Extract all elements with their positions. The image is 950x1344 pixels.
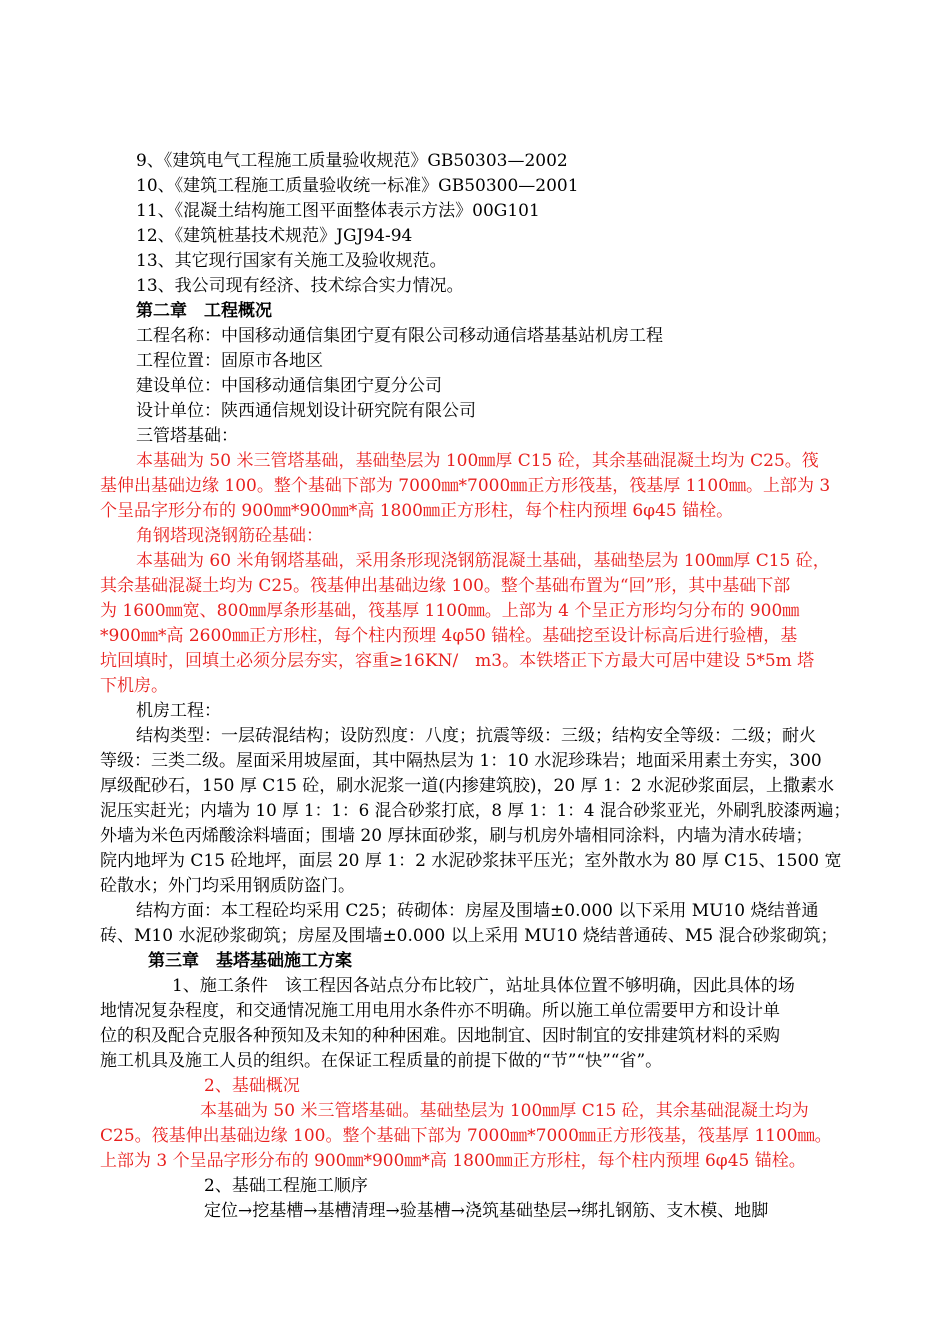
jiaogang-paragraph-line: 本基础为 60 米角钢塔基础，采用条形现浇钢筋混凝土基础，基础垫层为 100㎜厚 C15 砼， — [136, 551, 830, 571]
condition-paragraph-line: 施工机具及施工人员的组织。在保证工程质量的前提下做的“节”“快”“省”。 — [100, 1051, 663, 1071]
chapter-3-title: 第三章 基塔基础施工方案 — [148, 951, 352, 971]
jiaogang-paragraph-line: *900㎜*高 2600㎜正方形柱，每个柱内预埋 4φ50 锚栓。基础挖至设计标高后进行验槽，基 — [100, 626, 798, 646]
reference-item: 13、我公司现有经济、技术综合实力情况。 — [136, 276, 464, 296]
jiaogang-paragraph-line: 坑回填时，回填土必须分层夯实，容重≥16KN/ m3。本铁塔正下方最大可居中建设 5*5m 塔 — [100, 651, 815, 671]
jiaogang-paragraph-line: 下机房。 — [100, 676, 168, 696]
project-info-name: 工程名称：中国移动通信集团宁夏有限公司移动通信塔基基站机房工程 — [136, 326, 663, 346]
basic-heading: 2、基础概况 — [204, 1076, 300, 1096]
order-heading: 2、基础工程施工顺序 — [204, 1176, 368, 1196]
jifang-paragraph-line: 泥压实赶光；内墙为 10 厚 1：1：6 混合砂浆打底，8 厚 1：1：4 混合砂浆亚光，外刷乳胶漆两遍； — [100, 801, 851, 821]
basic-paragraph-line: C25。筏基伸出基础边缘 100。整个基础下部为 7000㎜*7000㎜正方形筏基，筏基厚 1100㎜。 — [100, 1126, 832, 1146]
reference-item: 13、其它现行国家有关施工及验收规范。 — [136, 251, 447, 271]
sanguan-paragraph-line: 个呈品字形分布的 900㎜*900㎜*高 1800㎜正方形柱，每个柱内预埋 6φ45 锚栓。 — [100, 501, 734, 521]
jiaogang-heading: 角钢塔现浇钢筋砼基础： — [136, 526, 323, 546]
jifang-paragraph-line: 结构类型：一层砖混结构；设防烈度：八度；抗震等级：三级；结构安全等级：二级；耐火 — [136, 726, 816, 746]
sanguan-paragraph-line: 本基础为 50 米三管塔基础，基础垫层为 100㎜厚 C15 砼，其余基础混凝土均为 C25。筏 — [136, 451, 819, 471]
project-info-designer: 设计单位：陕西通信规划设计研究院有限公司 — [136, 401, 476, 421]
reference-item: 10、《建筑工程施工质量验收统一标准》GB50300—2001 — [136, 176, 579, 196]
basic-paragraph-line: 上部为 3 个呈品字形分布的 900㎜*900㎜*高 1800㎜正方形柱，每个柱内预埋 6φ45 锚栓。 — [100, 1151, 806, 1171]
project-info-owner: 建设单位：中国移动通信集团宁夏分公司 — [136, 376, 442, 396]
jiaogang-paragraph-line: 为 1600㎜宽、800㎜厚条形基础，筏基厚 1100㎜。上部为 4 个呈正方形均匀分布的 900㎜ — [100, 601, 800, 621]
reference-item: 11、《混凝土结构施工图平面整体表示方法》00G101 — [136, 201, 540, 221]
condition-paragraph-line: 地情况复杂程度，和交通情况施工用电用水条件亦不明确。所以施工单位需要甲方和设计单 — [100, 1001, 780, 1021]
chapter-2-title: 第二章 工程概况 — [136, 301, 272, 321]
jifang-paragraph-line: 等级：三类二级。屋面采用坡屋面，其中隔热层为 1：10 水泥珍珠岩；地面采用素土夯实，300 — [100, 751, 822, 771]
jifang-heading: 机房工程： — [136, 701, 221, 721]
jifang-paragraph-line: 砼散水；外门均采用钢质防盗门。 — [100, 876, 355, 896]
condition-paragraph-line: 1、施工条件 该工程因各站点分布比较广，站址具体位置不够明确，因此具体的场 — [172, 976, 795, 996]
sanguan-heading: 三管塔基础： — [136, 426, 238, 446]
jiegou-paragraph-line: 结构方面：本工程砼均采用 C25；砖砌体：房屋及围墙±0.000 以下采用 MU10 烧结普通 — [136, 901, 819, 921]
jifang-paragraph-line: 厚级配砂石，150 厚 C15 砼，刷水泥浆一道(内掺建筑胶)，20 厚 1：2 水泥砂浆面层，上撒素水 — [100, 776, 835, 796]
jiegou-paragraph-line: 砖、M10 水泥砂浆砌筑；房屋及围墙±0.000 以上采用 MU10 烧结普通砖、M5 混合砂浆砌筑； — [100, 926, 838, 946]
order-paragraph-line: 定位→挖基槽→基槽清理→验基槽→浇筑基础垫层→绑扎钢筋、支木模、地脚 — [204, 1201, 769, 1221]
jiaogang-paragraph-line: 其余基础混凝土均为 C25。筏基伸出基础边缘 100。整个基础布置为“回”形，其中基础下部 — [100, 576, 791, 596]
project-info-location: 工程位置：固原市各地区 — [136, 351, 323, 371]
condition-paragraph-line: 位的积及配合克服各种预知及未知的种种困难。因地制宜、因时制宜的安排建筑材料的采购 — [100, 1026, 780, 1046]
jifang-paragraph-line: 外墙为米色丙烯酸涂料墙面；围墙 20 厚抹面砂浆，刷与机房外墙相同涂料，内墙为清水砖墙； — [100, 826, 813, 846]
reference-item: 12、《建筑桩基技术规范》JGJ94-94 — [136, 226, 413, 246]
basic-paragraph-line: 本基础为 50 米三管塔基础。基础垫层为 100㎜厚 C15 砼，其余基础混凝土均为 — [200, 1101, 809, 1121]
jifang-paragraph-line: 院内地坪为 C15 砼地坪，面层 20 厚 1：2 水泥砂浆抹平压光；室外散水为 80 厚 C15、1500 宽 — [100, 851, 842, 871]
reference-item: 9、《建筑电气工程施工质量验收规范》GB50303—2002 — [136, 151, 568, 171]
sanguan-paragraph-line: 基伸出基础边缘 100。整个基础下部为 7000㎜*7000㎜正方形筏基，筏基厚 1100㎜。上部为 3 — [100, 476, 831, 496]
